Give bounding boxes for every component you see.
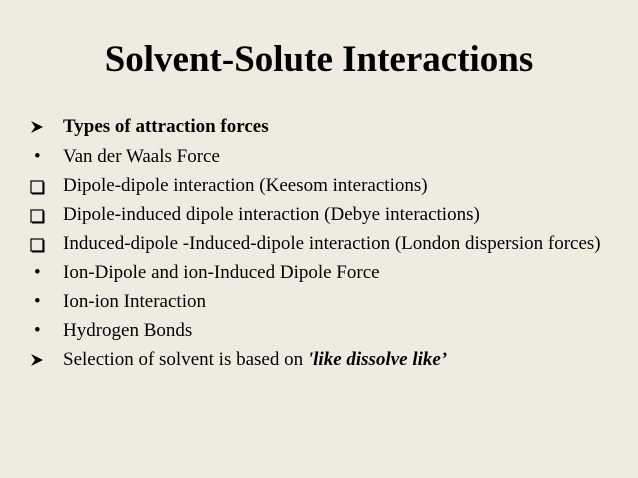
arrow-icon (28, 115, 58, 139)
list-item-van-der-waals (28, 145, 628, 169)
list-item-dipole-dipole (28, 174, 628, 198)
bullet-icon: • (34, 291, 41, 312)
like-dissolve-like-emphasis: 'like dissolve like’ (307, 349, 448, 370)
checkbox-icon (28, 174, 58, 198)
list-item-text: Selection of solvent is based on (63, 349, 308, 370)
bullet-icon: • (34, 262, 41, 283)
list-item-text: Ion-Dipole and ion-Induced Dipole Force (63, 262, 380, 283)
checkbox-icon (28, 232, 58, 256)
list-item-text: Van der Waals Force (63, 146, 220, 167)
list-item-dipole-induced (28, 203, 628, 227)
list-item-solvent-selection (28, 348, 628, 372)
list-item-london-dispersion (28, 232, 628, 256)
list-item-ion-ion (28, 290, 628, 314)
list-item-types-of-forces (28, 115, 628, 139)
slide-title: Solvent-Solute Interactions (104, 39, 534, 80)
list-item-ion-dipole (28, 261, 628, 285)
bullet-icon: • (34, 320, 41, 341)
list-item-text: Hydrogen Bonds (63, 320, 193, 341)
list-item-text: Types of attraction forces (63, 116, 269, 137)
bullet-list (28, 115, 628, 372)
list-item-text: Ion-ion Interaction (63, 291, 206, 312)
arrow-icon (28, 348, 58, 372)
list-item-text: Dipole-dipole interaction (Keesom interactions) (63, 175, 428, 196)
checkbox-icon (28, 203, 58, 227)
bullet-icon: • (34, 146, 41, 167)
list-item-text: Dipole-induced dipole interaction (Debye interactions) (63, 204, 480, 225)
list-item-text: Induced-dipole -Induced-dipole interaction (London dispersion forces) (63, 233, 601, 254)
list-item-hydrogen-bonds (28, 319, 628, 343)
